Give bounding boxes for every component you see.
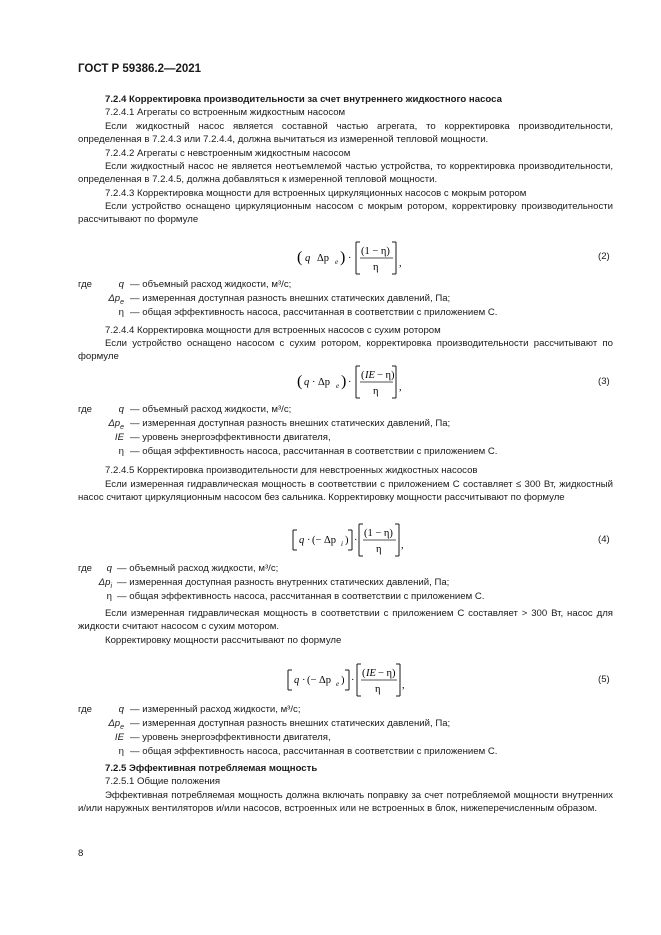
svg-text:IE: IE	[366, 668, 376, 679]
svg-text:(1 − η): (1 − η)	[364, 528, 393, 539]
section-724-title: 7.2.4 Корректировка производительности за счет внутреннего жидкостного насоса	[105, 94, 502, 105]
svg-text:η: η	[376, 544, 382, 555]
formula-2-dp: Δp	[317, 253, 330, 264]
document-page: ГОСТ Р 59386.2—2021 7.2.4 Корректировка производительности за счет внутреннего жидкостного насоса 7.2.4.1 Агрегаты со встроенным жидкостным насосом Если жидкостный насос является составной частью агрегата, то корректировка производительности, определенная в 7.2.4.3 или 7.2.4.4, должна вычитаться из измеренной тепловой мощности. 7.2.4.2 Агрегаты с невстроенным жидкостным насосом Если жидкостный насос не является неотъемлемой частью устройства, то корректировка производительности, определенная в 7.2.4.5, должна добавляться к измеренной тепловой мощности. 7.2.4.3 Корректировка мощности для встроенных циркуляционных насосов с мокрым ротором Если устройство оснащено циркуляционным насосом с мокрым ротором, корректировку производительности рассчитывают по формуле ( q Δp e ) · (1 − η) η , (2) где q — объемный расход жидкости, м³/с; $\Delta p_e$ — измеренная доступная разность внешних статических давлений, Па; η — общая эффективность насоса, рассчитанная в соответствии с приложением С. 7.2.4.4 Корректировка мощности для встроенных насосов с сухим ротором Если устройство оснащено насосом с сухим ротором, корректировка производительности рассчитывают по формуле ( q · Δp e ) · ( IE − η) η , (3) где q — объемный расход жидкости, м³/с; $\Delta p_e$ — измеренная доступная разность внешних статических давлений, Па; IE — уровень энергоэффективности двигателя, η — общая эффективность насоса, рассчитанная в соответствии с приложением С. 7.2.4.5 Корректировка производительности для невстроенных жидкостных насосов Если измеренная гидравлическая мощность в соответствии с приложением С составляет ≤ 300 Вт, жидкостный насос считают циркуляционным насосом без сальника. Корректировку мощности рассчитывают по формуле q · (− Δp i ) · (1 − η) η , (4) где q — объемный расход жидкости, м³/с; $\Delta p_i$ — измеренная доступная разность внутренних статических давлений, Па; η — общая эффективность насоса, рассчитанная в соответствии с приложением С. Если измеренная гидравлическая мощность в соответствии с приложением С составляет > 300 Вт, насос для жидкости считают насосом с сухим мотором. Корректировку мощности рассчитывают по формуле q · (− Δp e ) · ( IE − η) η , (5) где q — измеренный расход жидкости, м³/с; $\Delta p_e$ — измеренная доступная разность внешних статических давлений, Па; IE — уровень энергоэффективности двигателя, η — общая эффективность насоса, рассчитанная в соответствии с приложением С. 7.2.5 Эффективная потребляемая мощность 7.2.5.1 Общие положения Эффективная потребляемая мощность должна включать поправку за счет потребляемой мощности внутренних и/или наружных вентиляторов и/или насосов, встроенных или не встроенных в блок, нижеперечисленным образом. 8	[78, 63, 613, 859]
svg-text:·: ·	[348, 253, 352, 264]
section-7251-title: 7.2.5.1 Общие положения	[105, 776, 221, 787]
svg-text:− η): − η)	[378, 668, 396, 679]
svg-text:): )	[345, 535, 349, 546]
section-725-title: 7.2.5 Эффективная потребляемая мощность	[105, 763, 318, 774]
svg-text:η: η	[375, 684, 381, 695]
section-7245-paragraph-2: Если измеренная гидравлическая мощность в соответствии с приложением С составляет > 300 Вт, насос для жидкости считают насосом с сухим мотором.	[78, 608, 613, 632]
svg-text:): )	[341, 675, 345, 686]
svg-text:Δp: Δp	[318, 377, 331, 388]
svg-text:(−: (−	[312, 535, 322, 546]
section-7251-paragraph: Эффективная потребляемая мощность должна включать поправку за счет потребляемой мощности внутренних и/или наружных вентиляторов и/или насосов, встроенных или не встроенных в блок, нижеперечисленным образом.	[78, 790, 613, 814]
document-header: ГОСТ Р 59386.2—2021	[78, 63, 202, 75]
section-7243-title: 7.2.4.3 Корректировка мощности для встроенных циркуляционных насосов с мокрым ротором	[105, 188, 527, 199]
formula-2	[295, 238, 405, 278]
svg-text:η: η	[373, 386, 379, 397]
formula-3	[295, 362, 405, 402]
formula-2-numerator: (1 − η)	[361, 246, 390, 257]
svg-text:(: (	[362, 668, 366, 679]
svg-text:): )	[340, 249, 346, 266]
section-7244-paragraph: Если устройство оснащено насосом с сухим ротором, корректировка производительности рассчитывают по формуле	[78, 338, 613, 362]
where-label: где	[78, 279, 93, 290]
page-number: 8	[78, 848, 84, 859]
section-7243-paragraph: Если устройство оснащено циркуляционным насосом с мокрым ротором, корректировку производительности рассчитывают по формуле	[78, 201, 613, 225]
svg-text:(−: (−	[307, 675, 317, 686]
formula-2-denominator: η	[373, 262, 379, 273]
svg-text:q: q	[299, 535, 305, 546]
section-7241-title: 7.2.4.1 Агрегаты со встроенным жидкостным насосом	[105, 107, 346, 118]
formula-3-number: (3)	[598, 376, 610, 387]
formula-2-number: (2)	[598, 251, 610, 262]
svg-text:e: e	[336, 382, 340, 390]
svg-text:·: ·	[307, 535, 311, 546]
svg-text:·: ·	[348, 377, 352, 388]
svg-text:− η): − η)	[377, 370, 395, 381]
formula-5	[285, 660, 410, 700]
section-7244-title: 7.2.4.4 Корректировка мощности для встроенных насосов с сухим ротором	[105, 325, 441, 336]
svg-text:Δp: Δp	[319, 675, 332, 686]
svg-text:i: i	[341, 540, 343, 548]
section-7241-paragraph: Если жидкостный насос является составной частью агрегата, то корректировка производительности, определенная в 7.2.4.3 или 7.2.4.4, должна вычитаться из измеренной тепловой мощности.	[78, 121, 613, 145]
svg-text:(: (	[297, 373, 303, 390]
formula-2-q: q	[305, 253, 311, 264]
svg-text:q: q	[304, 377, 310, 388]
svg-text:): )	[341, 373, 347, 390]
svg-text:,: ,	[399, 382, 402, 393]
formula-4	[290, 520, 405, 560]
svg-text:·: ·	[351, 675, 355, 686]
svg-text:(: (	[297, 249, 303, 266]
svg-text:(: (	[361, 370, 365, 381]
svg-text:,: ,	[399, 258, 402, 269]
svg-text:,: ,	[402, 680, 405, 691]
svg-text:·: ·	[354, 535, 358, 546]
section-7245-paragraph-1: Если измеренная гидравлическая мощность в соответствии с приложением С составляет ≤ 300 Вт, жидкостный насос считают циркуляционным насосом без сальника. Корректировку мощности рассчитывают по формуле	[78, 479, 613, 503]
section-7242-title: 7.2.4.2 Агрегаты с невстроенным жидкостным насосом	[105, 148, 351, 159]
section-7242-paragraph: Если жидкостный насос не является неотъемлемой частью устройства, то корректировка производительности, определенная в 7.2.4.5, должна добавляться к измеренной тепловой мощности.	[78, 161, 613, 185]
svg-text:Δp: Δp	[324, 535, 337, 546]
svg-text:e: e	[335, 258, 339, 266]
section-7245-paragraph-3: Корректировку мощности рассчитывают по формуле	[105, 635, 342, 646]
svg-text:e: e	[336, 680, 340, 688]
svg-text:IE: IE	[365, 370, 375, 381]
section-7245-title: 7.2.4.5 Корректировка производительности для невстроенных жидкостных насосов	[105, 465, 478, 476]
svg-text:,: ,	[401, 540, 404, 551]
svg-text:q: q	[294, 675, 300, 686]
svg-text:·: ·	[312, 377, 316, 388]
formula-4-number: (4)	[598, 534, 610, 545]
svg-text:·: ·	[302, 675, 306, 686]
formula-5-number: (5)	[598, 674, 610, 685]
